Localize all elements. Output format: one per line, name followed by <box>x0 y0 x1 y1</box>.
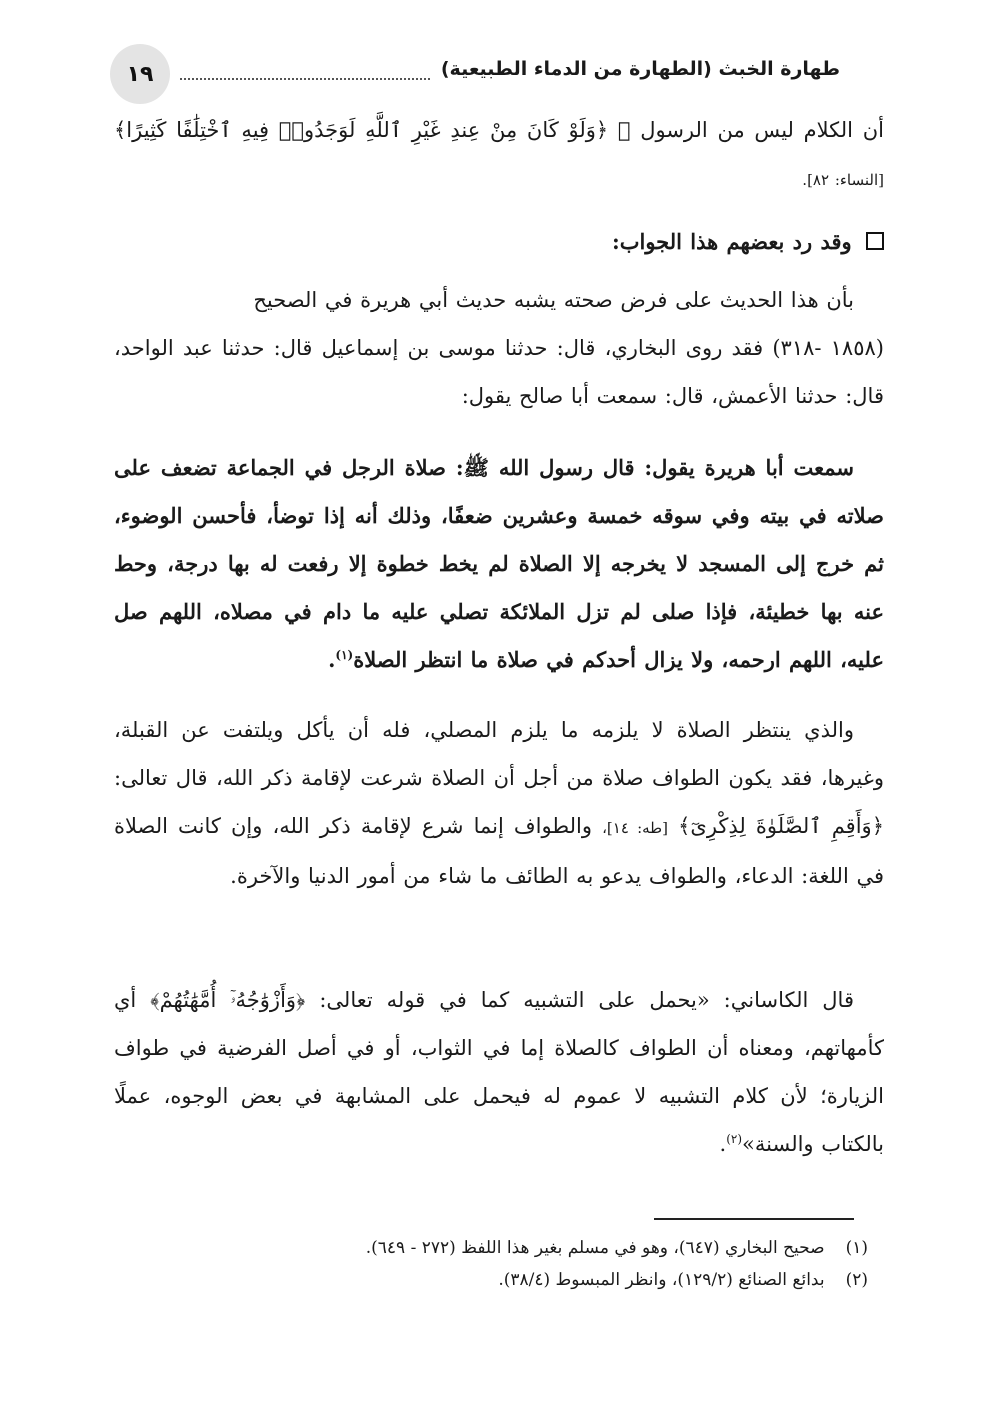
footnote-ref-1[interactable]: (١) <box>335 648 354 662</box>
sentence-end: . <box>328 647 336 672</box>
checkbox-square-icon <box>866 232 884 250</box>
paragraph-line-1: بأن هذا الحديث على فرض صحته يشبه حديث أبي هريرة في الصحيح <box>253 288 854 312</box>
paragraph-text: أي كأمهاتهم، ومعناه أن الطواف كالصلاة إما في الثواب، أو في أصل الفرضية في طواف الزيارة؛ لأن كلام التشبيه لا عموم له فيحمل على المشابهة في بعض الوجوه، عملًا بالكتاب والسنة» <box>114 988 884 1156</box>
verse-reference: [طه: ١٤]، <box>602 819 668 837</box>
footnote-number: (٢) <box>845 1270 868 1290</box>
paragraph-text: والطواف إنما شرع لإقامة ذكر الله، وإن كانت الصلاة في اللغة: الدعاء، والطواف يدعو به الطائف ما شاء من أمور الدنيا والآخرة. <box>114 814 884 888</box>
paragraph-tawaf <box>114 706 884 900</box>
footnote-number: (١) <box>845 1238 868 1258</box>
header-dotted-leader <box>180 78 430 80</box>
paragraph-kasani <box>114 976 884 1168</box>
paragraph-text: أن الكلام ليس من الرسول ﷺ <box>617 118 884 142</box>
paragraph-text: والذي ينتظر الصلاة لا يلزمه ما يلزم المصلي، فله أن يأكل ويلتفت عن القبلة، وغيرها، فقد يكون الطواف صلاة من أجل أن الصلاة شرعت لإقامة ذكر الله، قال تعالى: <box>114 718 884 790</box>
heading-text: وقد رد بعضهم هذا الجواب: <box>611 229 852 254</box>
quran-verse: ﴿وَأَقِمِ ٱلصَّلَوٰةَ لِذِكْرِىٓ﴾ <box>678 814 885 838</box>
footnote-separator <box>654 1218 854 1220</box>
hadith-paragraph <box>114 444 884 684</box>
footnote-item <box>108 1264 868 1296</box>
verse-reference: [النساء: ٨٢]. <box>802 171 884 189</box>
running-title: طهارة الخبث (الطهارة من الدماء الطبيعية) <box>440 58 840 80</box>
paragraph-hadith-intro <box>114 276 884 420</box>
hadith-text: سمعت أبا هريرة يقول: قال رسول الله ﷺ: صلاة الرجل في الجماعة تضعف على صلاته في بيته وفي سوقه خمسة وعشرين ضعفًا، وذلك أنه إذا توضأ، فأحسن الوضوء، ثم خرج إلى المسجد لا يخرجه إلا الصلاة لم يخط خطوة إلا رفعت له بها درجة، وحط عنه بها خطيئة، فإذا صلى لم تزل الملائكة تصلي عليه ما دام في مصلاه، اللهم صل عليه، اللهم ارحمه، ولا يزال أحدكم في صلاة ما انتظر الصلاة <box>114 455 884 672</box>
page-header <box>110 44 840 104</box>
page-number-badge: ١٩ <box>110 44 170 104</box>
paragraph-text: قال الكاساني: «يحمل على التشبيه كما في قوله تعالى: <box>319 988 854 1012</box>
footnote-text: بدائع الصنائع (١٢٩/٢)، وانظر المبسوط (٣٨/٤). <box>498 1270 825 1290</box>
footnote-text: صحيح البخاري (٦٤٧)، وهو في مسلم بغير هذا اللفظ (٢٧٢ - ٦٤٩). <box>365 1238 825 1258</box>
footnote-item <box>108 1232 868 1264</box>
footnotes <box>108 1232 868 1296</box>
quran-verse: ﴿وَأَزْوَٰجُهُۥٓ أُمَّهَٰتُهُمْ﴾ <box>150 988 306 1012</box>
section-heading <box>114 218 884 266</box>
quran-verse: ﴿وَلَوْ كَانَ مِنْ عِندِ غَيْرِ ٱللَّهِ لَوَجَدُوا۟ فِيهِ ٱخْتِلَٰفًا كَثِيرًا﴾ <box>114 118 609 142</box>
paragraph-quran-citation <box>114 106 884 204</box>
paragraph-isnad: (١٨٥٨ -٣١٨) فقد روى البخاري، قال: حدثنا موسى بن إسماعيل قال: حدثنا عبد الواحد، قال: حدثنا الأعمش، قال: سمعت أبا صالح يقول: <box>114 336 884 408</box>
sentence-end: . <box>719 1132 727 1156</box>
footnote-ref-2[interactable]: (٢) <box>726 1132 743 1146</box>
